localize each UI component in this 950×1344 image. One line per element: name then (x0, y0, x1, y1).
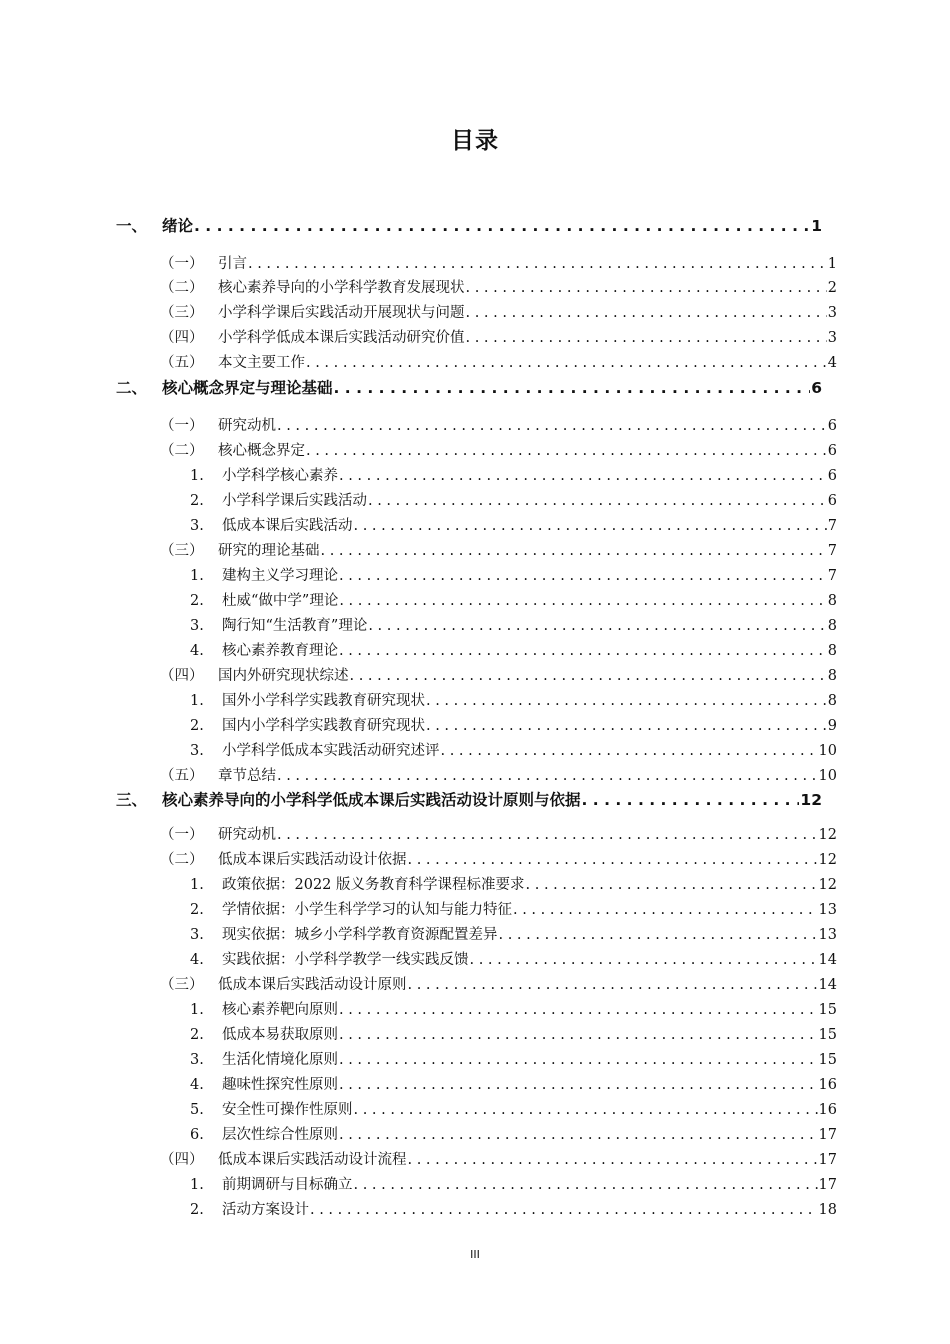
toc-entry[interactable] (160, 1073, 837, 1094)
toc-entry-number: （一） (160, 256, 204, 272)
dot-leader (194, 217, 810, 235)
dot-leader (470, 952, 818, 968)
dot-leader (408, 852, 818, 868)
toc-entry-page: 6 (827, 468, 837, 484)
toc-entry-page: 13 (818, 902, 837, 918)
toc-entry-number: （二） (160, 443, 204, 459)
toc-entry[interactable] (160, 1173, 837, 1194)
toc-entry-page: 8 (827, 693, 837, 709)
dot-leader (248, 256, 827, 272)
toc-entry-title: 核心素养导向的小学科学教育发展现状 (218, 280, 465, 296)
dot-leader (466, 305, 827, 321)
toc-entry-number: （四） (160, 668, 204, 684)
toc-entry-number: （四） (160, 1152, 204, 1168)
dot-leader (499, 927, 818, 943)
toc-entry-number: 3. (190, 518, 204, 534)
dot-leader (426, 693, 827, 709)
toc-entry-number: （三） (160, 977, 204, 993)
toc-entry[interactable] (160, 439, 837, 460)
toc-entry-page: 17 (818, 1127, 837, 1143)
toc-entry-page: 8 (827, 593, 837, 609)
dot-leader (350, 668, 827, 684)
toc-entry-number: 4. (190, 952, 204, 968)
toc-entry-page: 3 (827, 305, 837, 321)
dot-leader (306, 443, 827, 459)
toc-entry-title: 国外小学科学实践教育研究现状 (222, 693, 425, 709)
toc-entry-title: 层次性综合性原则 (222, 1127, 338, 1143)
toc-entry-number: （二） (160, 852, 204, 868)
dot-leader (339, 593, 826, 609)
dot-leader (277, 418, 827, 434)
page-title: 目录 (451, 128, 499, 154)
toc-entry[interactable] (160, 898, 837, 919)
toc-entry[interactable] (160, 464, 837, 485)
toc-entry-title: 陶行知“生活教育”理论 (222, 618, 368, 634)
toc-entry-page: 15 (818, 1002, 837, 1018)
toc-entry-number: 1. (190, 693, 204, 709)
toc-entry-number: 6. (190, 1127, 204, 1143)
toc-entry[interactable] (160, 848, 837, 869)
dot-leader (441, 743, 818, 759)
dot-leader (408, 1152, 818, 1168)
toc-entry-page: 18 (818, 1202, 837, 1218)
toc-entry-title: 生活化情境化原则 (222, 1052, 338, 1068)
toc-entry-title: 前期调研与目标确立 (222, 1177, 353, 1193)
toc-entry-title: 现实依据：城乡小学科学教育资源配置差异 (222, 927, 498, 943)
toc-entry-number: 3. (190, 743, 204, 759)
dot-leader (354, 518, 827, 534)
toc-entry-page: 12 (818, 877, 837, 893)
dot-leader (339, 1077, 818, 1093)
toc-entry[interactable] (160, 1198, 837, 1219)
toc-entry-page: 8 (827, 668, 837, 684)
toc-entry-page: 7 (827, 543, 837, 559)
toc-entry[interactable] (160, 664, 837, 685)
toc-entry-title: 低成本课后实践活动设计原则 (218, 977, 407, 993)
dot-leader (277, 827, 818, 843)
toc-entry-page: 16 (818, 1102, 837, 1118)
toc-entry-page: 7 (827, 568, 837, 584)
toc-entry-title: 小学科学课后实践活动开展现状与问题 (218, 305, 465, 321)
toc-entry-title: 国内外研究现状综述 (218, 668, 349, 684)
toc-entry-number: 3. (190, 927, 204, 943)
dot-leader (339, 1002, 818, 1018)
toc-entry-page: 1 (811, 217, 822, 235)
toc-entry[interactable] (160, 514, 837, 535)
dot-leader (526, 877, 818, 893)
toc-entry-title: 低成本课后实践活动设计流程 (218, 1152, 407, 1168)
toc-entry-title: 小学科学低成本实践活动研究述评 (222, 743, 440, 759)
toc-entry-page: 6 (827, 493, 837, 509)
dot-leader (466, 280, 827, 296)
toc-entry[interactable] (160, 764, 837, 785)
toc-entry-page: 12 (818, 852, 837, 868)
toc-entry-number: 2. (190, 1027, 204, 1043)
toc-entry-title: 活动方案设计 (222, 1202, 309, 1218)
dot-leader (582, 791, 800, 809)
toc-entry-page: 9 (827, 718, 837, 734)
toc-entry[interactable] (160, 714, 837, 735)
toc-entry-page: 8 (827, 643, 837, 659)
toc-entry[interactable] (160, 1148, 837, 1169)
toc-entry[interactable] (160, 1048, 837, 1069)
toc-entry-page: 8 (827, 618, 837, 634)
toc-entry-number: （二） (160, 280, 204, 296)
toc-entry-title: 核心概念界定与理论基础 (162, 379, 333, 397)
toc-entry-page: 15 (818, 1052, 837, 1068)
dot-leader (306, 355, 827, 371)
toc-entry-title: 核心素养导向的小学科学低成本课后实践活动设计原则与依据 (162, 791, 581, 809)
toc-entry[interactable] (160, 639, 837, 660)
toc-entry-page: 1 (827, 256, 837, 272)
toc-entry-number: 2. (190, 1202, 204, 1218)
toc-entry-page: 6 (811, 379, 822, 397)
toc-entry-title: 学情依据：小学生科学学习的认知与能力特征 (222, 902, 512, 918)
toc-entry-title: 研究动机 (218, 827, 276, 843)
toc-entry-number: 三、 (116, 791, 148, 809)
toc-entry-title: 引言 (218, 256, 247, 272)
dot-leader (513, 902, 818, 918)
toc-entry-page: 4 (827, 355, 837, 371)
toc-entry-number: 一、 (116, 217, 148, 235)
dot-leader (310, 1202, 818, 1218)
toc-entry[interactable] (160, 414, 837, 435)
toc-entry-title: 低成本课后实践活动 (222, 518, 353, 534)
toc-entry-page: 10 (818, 743, 837, 759)
toc-entry-number: 3. (190, 618, 204, 634)
toc-entry-page: 15 (818, 1027, 837, 1043)
toc-entry-number: （四） (160, 330, 204, 346)
toc-entry-title: 杜威“做中学”理论 (222, 593, 339, 609)
toc-entry-title: 低成本课后实践活动设计依据 (218, 852, 407, 868)
toc-entry-title: 绪论 (162, 217, 194, 235)
toc-entry[interactable] (160, 923, 837, 944)
toc-entry-number: 1. (190, 1002, 204, 1018)
toc-entry-title: 建构主义学习理论 (222, 568, 338, 584)
toc-entry[interactable] (160, 252, 837, 273)
dot-leader (277, 768, 818, 784)
dot-leader (466, 330, 827, 346)
dot-leader (321, 543, 827, 559)
toc-entry-number: 1. (190, 1177, 204, 1193)
toc-entry-number: 2. (190, 718, 204, 734)
toc-entry-number: 3. (190, 1052, 204, 1068)
toc-entry-title: 小学科学核心素养 (222, 468, 338, 484)
toc-entry[interactable] (160, 539, 837, 560)
toc-entry-number: 1. (190, 468, 204, 484)
toc-entry-number: 1. (190, 568, 204, 584)
toc-entry-number: （一） (160, 827, 204, 843)
toc-entry[interactable] (160, 1023, 837, 1044)
dot-leader (339, 1127, 818, 1143)
toc-entry-page: 13 (818, 927, 837, 943)
dot-leader (426, 718, 827, 734)
toc-entry-number: 2. (190, 593, 204, 609)
dot-leader (339, 568, 827, 584)
toc-entry-page: 14 (818, 952, 837, 968)
toc-entry[interactable] (160, 564, 837, 585)
toc-entry-number: （三） (160, 305, 204, 321)
dot-leader (408, 977, 818, 993)
toc-entry-title: 低成本易获取原则 (222, 1027, 338, 1043)
toc-entry-page: 16 (818, 1077, 837, 1093)
toc-entry[interactable] (160, 998, 837, 1019)
toc-entry-title: 章节总结 (218, 768, 276, 784)
toc-entry-page: 17 (818, 1152, 837, 1168)
toc-entry-title: 国内小学科学实践教育研究现状 (222, 718, 425, 734)
dot-leader (339, 468, 827, 484)
toc-entry[interactable] (116, 214, 822, 236)
toc-entry-number: （五） (160, 355, 204, 371)
toc-entry[interactable] (160, 689, 837, 710)
dot-leader (368, 493, 827, 509)
toc-entry-title: 实践依据：小学科学教学一线实践反馈 (222, 952, 469, 968)
toc-entry[interactable] (160, 489, 837, 510)
toc-entry-number: 4. (190, 1077, 204, 1093)
toc-entry-page: 6 (827, 418, 837, 434)
dot-leader (368, 618, 826, 634)
toc-entry-title: 核心素养教育理论 (222, 643, 338, 659)
toc-entry-title: 核心素养靶向原则 (222, 1002, 338, 1018)
dot-leader (339, 643, 827, 659)
toc-entry-number: 1. (190, 877, 204, 893)
toc-entry[interactable] (160, 351, 837, 372)
toc-entry-page: 7 (827, 518, 837, 534)
toc-entry-title: 安全性可操作性原则 (222, 1102, 353, 1118)
toc-entry[interactable] (160, 276, 837, 297)
toc-entry-number: （三） (160, 543, 204, 559)
toc-entry[interactable] (160, 1098, 837, 1119)
toc-entry-page: 12 (818, 827, 837, 843)
toc-entry-number: 2. (190, 493, 204, 509)
toc-entry-number: 5. (190, 1102, 204, 1118)
toc-entry-page: 6 (827, 443, 837, 459)
toc-entry[interactable] (116, 788, 822, 810)
toc-entry[interactable] (160, 873, 837, 894)
page-number-footer: III (470, 1248, 480, 1261)
toc-entry-number: 二、 (116, 379, 148, 397)
dot-leader (354, 1102, 818, 1118)
toc-entry[interactable] (160, 589, 837, 610)
toc-entry-number: 2. (190, 902, 204, 918)
dot-leader (339, 1052, 818, 1068)
toc-entry[interactable] (160, 301, 837, 322)
toc-entry-title: 核心概念界定 (218, 443, 305, 459)
toc-entry-page: 2 (827, 280, 837, 296)
toc-entry-title: 小学科学低成本课后实践活动研究价值 (218, 330, 465, 346)
toc-entry-number: 4. (190, 643, 204, 659)
toc-entry[interactable] (116, 376, 822, 398)
toc-entry-title: 研究动机 (218, 418, 276, 434)
toc-entry-title: 本文主要工作 (218, 355, 305, 371)
dot-leader (339, 1027, 818, 1043)
toc-entry-page: 17 (818, 1177, 837, 1193)
toc-entry-title: 小学科学课后实践活动 (222, 493, 367, 509)
dot-leader (354, 1177, 818, 1193)
toc-entry-title: 政策依据：2022 版义务教育科学课程标准要求 (222, 877, 525, 893)
toc-entry-page: 14 (818, 977, 837, 993)
toc-entry[interactable] (160, 326, 837, 347)
toc-entry-page: 10 (818, 768, 837, 784)
toc-entry[interactable] (160, 823, 837, 844)
toc-entry[interactable] (160, 948, 837, 969)
toc-entry-title: 趣味性探究性原则 (222, 1077, 338, 1093)
toc-entry-page: 12 (800, 791, 822, 809)
toc-entry[interactable] (160, 973, 837, 994)
dot-leader (334, 379, 811, 397)
toc-entry[interactable] (160, 614, 837, 635)
toc-entry-title: 研究的理论基础 (218, 543, 320, 559)
toc-entry-number: （五） (160, 768, 204, 784)
toc-entry[interactable] (160, 1123, 837, 1144)
toc-entry-page: 3 (827, 330, 837, 346)
toc-entry-number: （一） (160, 418, 204, 434)
toc-entry[interactable] (160, 739, 837, 760)
